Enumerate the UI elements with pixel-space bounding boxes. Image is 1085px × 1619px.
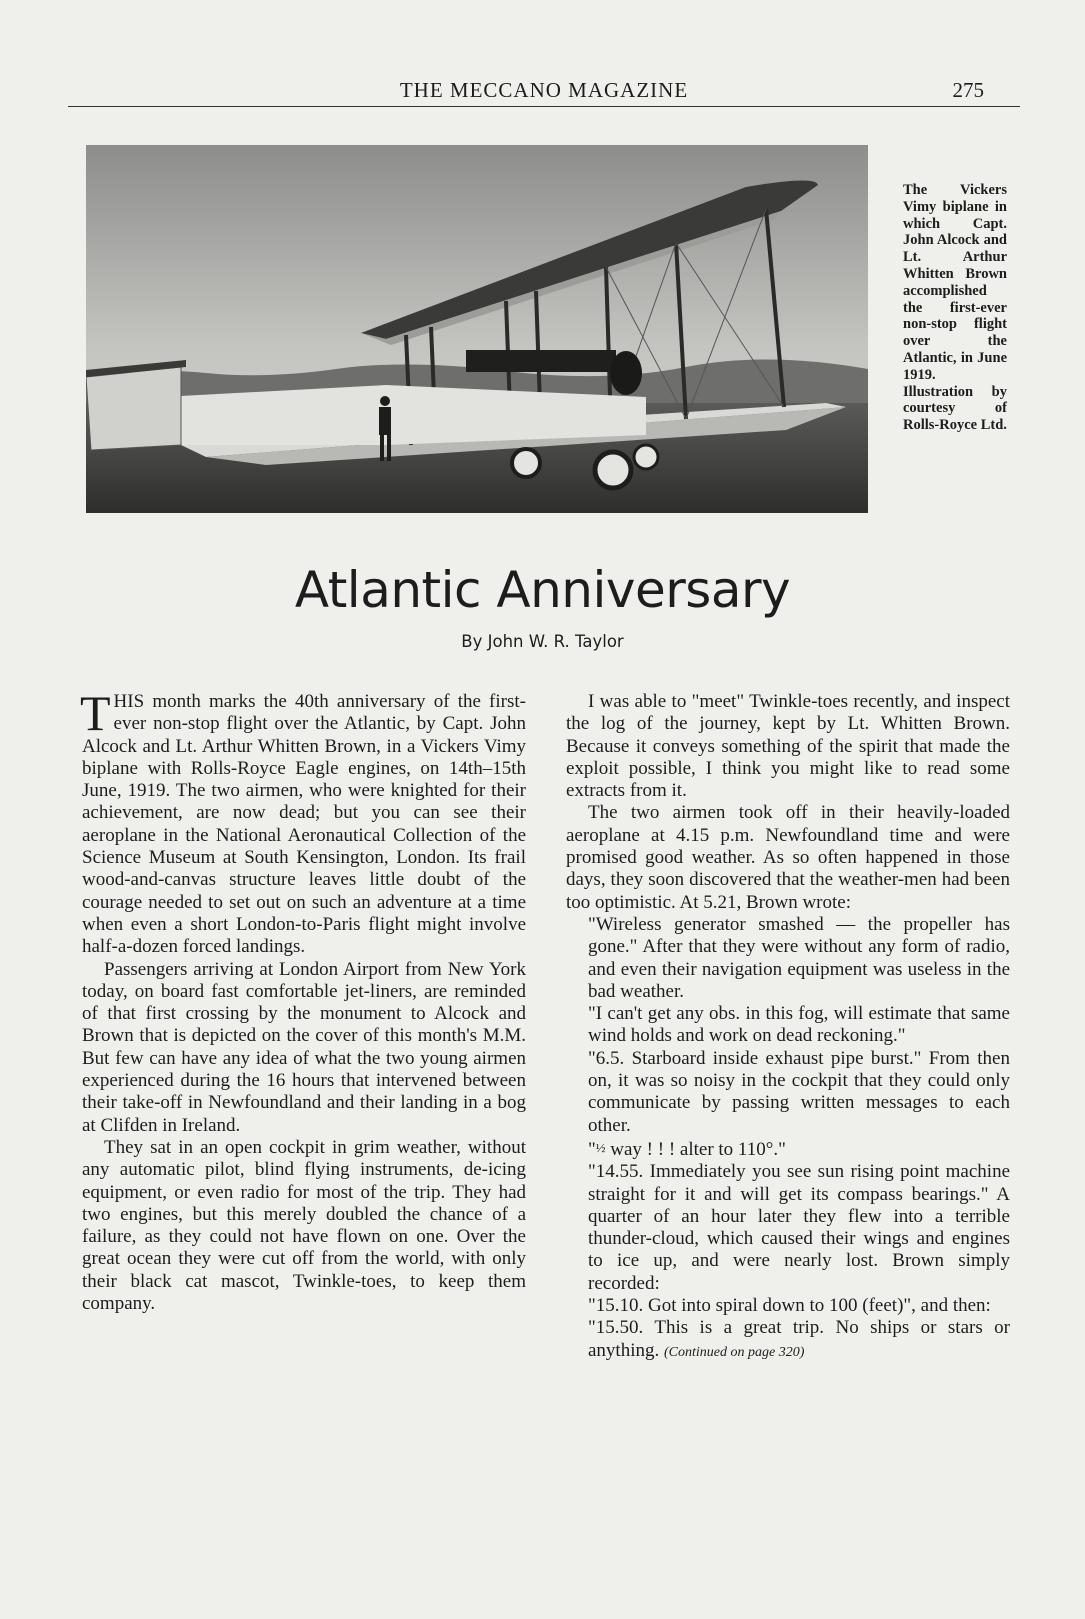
- article-title: Atlantic Anniversary: [294, 561, 791, 619]
- paragraph: THIS month marks the 40th anniversary of the first-ever non-stop flight over the Atlantic, by Capt. John Alcock and Lt. Arthur Whitten Brown, in a Vickers Vimy biplane with Rolls-Royce Eagle engines, on 14th–15th June, 1919. The two airmen, who were knighted for their achievement, are now dead; but you can see their aeroplane in the National Aeronautical Collection of the Science Museum at South Kensington, London. Its frail wood-and-canvas structure leaves little doubt of the courage needed to set out on such an adventure at a time when even a short London-to-Paris flight might involve half-a-dozen forced landings.: [80, 685, 526, 958]
- log-extract: "15.10. Got into spiral down to 100 (feet)", and then:: [588, 1295, 991, 1317]
- continued-link[interactable]: (Continued on page 320): [664, 1344, 805, 1360]
- paragraph: The two airmen took off in their heavily-loaded aeroplane at 4.15 p.m. Newfoundland time and were promised good weather. As so often happened in those days, they soon discovered that the weather-men had been too optimistic. At 5.21, Brown wrote:: [566, 802, 1010, 913]
- paragraph: They sat in an open cockpit in grim weather, without any automatic pilot, blind flying instruments, de-icing equipment, or even radio for most of the trip. They had two engines, but this merely doubled the chance of a failure, as they could not have flown on one. Over the great ocean they were cut off from the world, with only their black cat mascot, Twinkle-toes, to keep them company.: [82, 1136, 526, 1315]
- paragraph: Passengers arriving at London Airport from New York today, on board fast comfortable jet-liners, are reminded of that first crossing by the monument to Alcock and Brown that is depicted on the cover of this month's M.M. But few can have any idea of what the two young airmen experienced during the 16 hours that intervened between their take-off in Newfoundland and their landing in a bog at Clifden in Ireland.: [82, 958, 526, 1136]
- log-extract: "½ way ! ! ! alter to 110°.": [588, 1138, 786, 1160]
- article-byline: By John W. R. Taylor: [461, 632, 624, 651]
- paragraph: I was able to "meet" Twinkle-toes recently, and inspect the log of the journey, kept by Lt. Whitten Brown. Because it conveys something of the spirit that made the exploit possible, I think you might like to read some extracts from it.: [566, 691, 1010, 802]
- right-column: [566, 691, 1010, 1364]
- log-extract: "14.55. Immediately you see sun rising point machine straight for it and will get its compass bearings." A quarter of an hour later they flew into a terrible thunder-cloud, which caused their wings and engines to ice up, and were nearly lost. Brown simply recorded:: [588, 1161, 1010, 1294]
- log-extract: "6.5. Starboard inside exhaust pipe burst." From then on, it was so noisy in the cockpit that they could only communicate by passing written messages to each other.: [588, 1047, 1010, 1136]
- vickers-vimy-photo: [86, 145, 868, 513]
- left-column: [80, 685, 526, 1315]
- running-header: [68, 76, 1020, 107]
- magazine-title: THE MECCANO MAGAZINE: [399, 78, 689, 102]
- log-extract: "I can't get any obs. in this fog, will estimate that same wind holds and work on dead reckoning.": [588, 1003, 1010, 1047]
- photo-caption: The Vickers Vimy biplane in which Capt. John Alcock and Lt. Arthur Whitten Brown accomplished the first-ever non-stop flight over the Atlantic, in June 1919. Illustration by courtesy of Rolls-Royce Ltd.: [903, 182, 1007, 434]
- log-extract: "15.50. This is a great trip. No ships or stars or anything. (Continued on page 320): [588, 1317, 1010, 1361]
- page-number: 275: [952, 78, 984, 102]
- log-extract: "Wireless generator smashed — the propeller has gone." After that they were without any form of radio, and even their navigation equipment was useless in the bad weather.: [588, 913, 1010, 1002]
- fraction: ½: [595, 1139, 606, 1155]
- drop-cap: T: [80, 685, 111, 741]
